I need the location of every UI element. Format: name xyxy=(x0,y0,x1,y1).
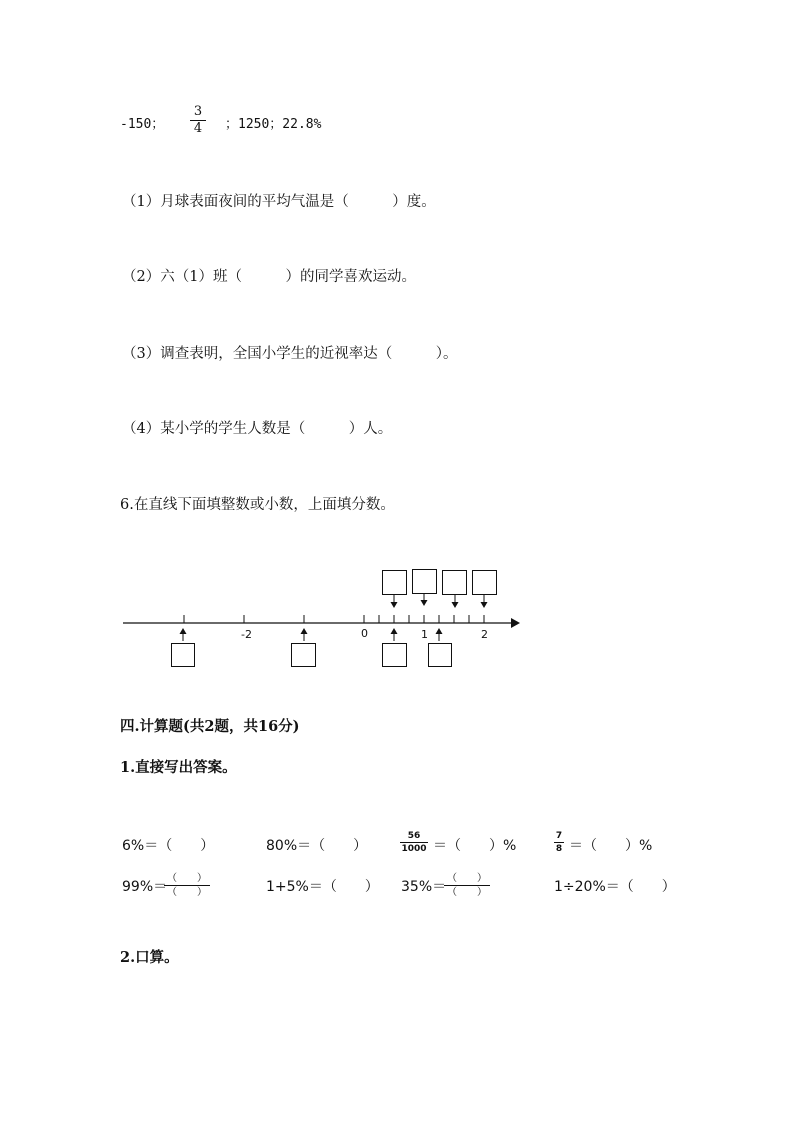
answer-box-top xyxy=(383,571,407,595)
calc-99pct: 99%＝ xyxy=(122,879,168,895)
fraction-numerator: 56 xyxy=(407,831,421,841)
calc-fraction-7-8 xyxy=(554,831,564,854)
fraction-denominator: 1000 xyxy=(401,844,427,854)
q6-title: 6.在直线下面填整数或小数，上面填分数。 xyxy=(120,497,395,513)
question-1: （1）月球表面夜间的平均气温是（ ）度。 xyxy=(122,194,436,210)
fraction-numerator-blank: （ ） xyxy=(447,873,487,884)
fraction-numerator-blank: （ ） xyxy=(167,873,207,884)
calc-7-8-rest: ＝（ ）% xyxy=(569,838,653,854)
calc-6pct: 6%＝（ ） xyxy=(122,838,215,854)
fraction-numerator: 7 xyxy=(555,831,563,841)
fraction-denominator: 4 xyxy=(193,121,203,136)
tick-label-neg2: -2 xyxy=(241,628,252,641)
sub2-title: 2.口算。 xyxy=(120,949,179,966)
calc-35pct-fraction-blank xyxy=(444,873,490,898)
tick-label-1: 1 xyxy=(421,628,428,641)
answer-box-top xyxy=(413,570,437,594)
answer-box-bottom xyxy=(383,644,407,667)
calc-fraction-56-1000 xyxy=(400,831,428,854)
answer-part2: ；1250；22.8% xyxy=(225,117,322,132)
tick-label-2: 2 xyxy=(481,628,488,641)
fraction-denominator-blank: （ ） xyxy=(447,887,487,898)
sub1-title: 1.直接写出答案。 xyxy=(120,759,237,776)
answer-part1: -150； xyxy=(120,117,165,132)
answer-box-bottom xyxy=(429,644,452,667)
calc-35pct: 35%＝ xyxy=(401,879,447,895)
tick-label-0: 0 xyxy=(361,627,368,640)
fraction-numerator: 3 xyxy=(193,104,203,119)
axis-arrowhead xyxy=(511,618,520,628)
question-2: （2）六（1）班（ ）的同学喜欢运动。 xyxy=(122,269,416,285)
calc-80pct: 80%＝（ ） xyxy=(266,838,368,854)
fraction-denominator-blank: （ ） xyxy=(167,887,207,898)
answer-box-bottom xyxy=(172,644,195,667)
section4-title: 四.计算题(共2题，共16分) xyxy=(120,718,300,735)
calc-1-plus-5pct: 1+5%＝（ ） xyxy=(266,879,379,895)
number-line-diagram xyxy=(0,560,794,680)
question-4: （4）某小学的学生人数是（ ）人。 xyxy=(122,421,393,437)
answer-box-top xyxy=(443,571,467,595)
fraction-denominator: 8 xyxy=(555,844,563,854)
answer-box-top xyxy=(473,571,497,595)
answer-fraction xyxy=(190,105,206,136)
calc-56-1000-rest: ＝（ ）% xyxy=(433,838,517,854)
calc-99pct-fraction-blank xyxy=(164,873,210,898)
question-3: （3）调查表明，全国小学生的近视率达（ ）。 xyxy=(122,346,458,362)
answer-box-bottom xyxy=(292,644,316,667)
calc-1-div-20pct: 1÷20%＝（ ） xyxy=(554,879,676,895)
